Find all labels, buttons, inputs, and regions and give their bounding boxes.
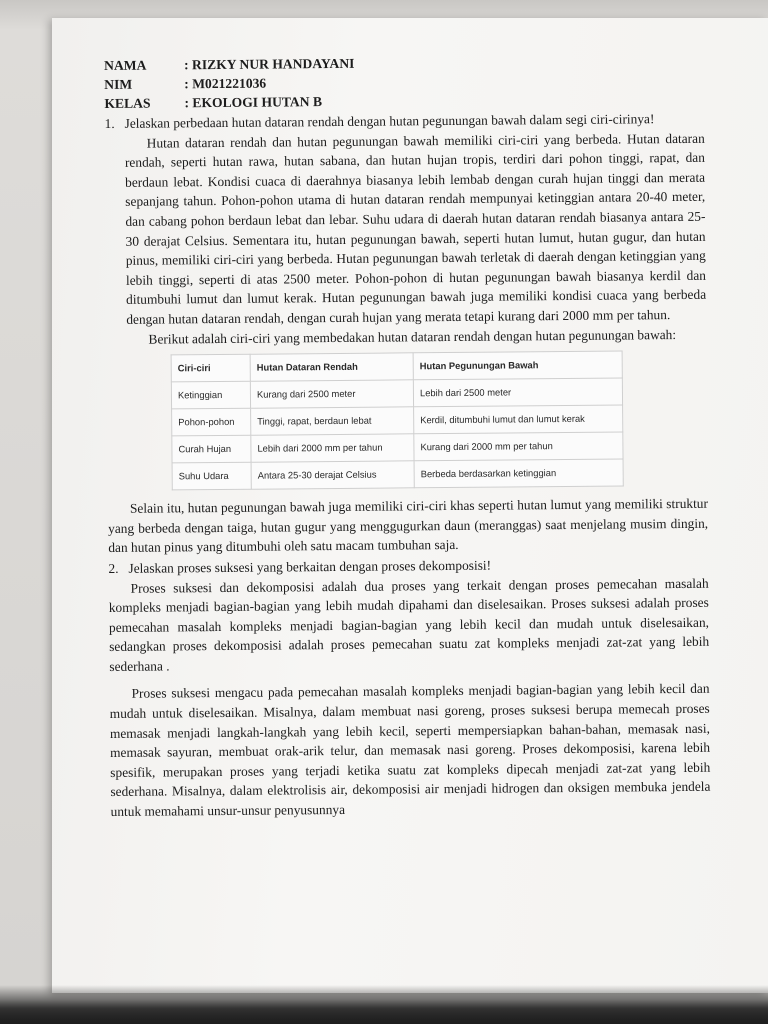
table-cell: Kurang dari 2000 mm per tahun — [414, 432, 623, 461]
header-value: : EKOLOGI HUTAN B — [184, 94, 323, 111]
header-value: : M021221036 — [184, 75, 267, 92]
question-number: 2. — [108, 560, 119, 576]
table-cell: Antara 25-30 derajat Celsius — [251, 461, 414, 489]
answer-2-paragraph-2: Proses suksesi mengacu pada pemecahan masalah kompleks menjadi bagian-bagian yang lebih kecil dan mudah untuk diselesaikan. Misalnya, dalam membuat nasi goreng, proses suksesi berupa memecah proses memasak menjadi langkah-langkah yang lebih kecil, seperti mempersiapkan bahan-bahan, memasak nasi, memasak sayuran, membuat orak-arik telur, dan memasak nasi goreng. Proses dekomposisi, karena lebih spesifik, merupakan proses yang terjadi ketika suatu zat kompleks dipecah menjadi zat-zat yang lebih sederhana. Misalnya, dalam elektrolisis air, dekomposisi air menjadi hidrogen dan oksigen membuka jendela untuk memahami unsur-unsur penyusunnya — [109, 681, 711, 820]
table-cell: Suhu Udara — [172, 462, 251, 490]
table-cell: Lebih dari 2500 meter — [413, 378, 622, 407]
answer-2-paragraph-1: Proses suksesi dan dekomposisi adalah dua proses yang terkait dengan proses pemecahan masalah kompleks menjadi bagian-bagian yang lebih mudah dipahami dan diselesaikan. Proses suksesi adalah proses pemecahan masalah kompleks menjadi bagian-bagian yang lebih kecil dan mudah untuk diselesaikan, sedangkan proses dekomposisi adalah proses pemecahan suatu zat kompleks menjadi zat-zat yang lebih sederhana . — [108, 575, 710, 674]
question-text: Jelaskan proses suksesi yang berkaitan dengan proses dekomposisi! — [128, 557, 492, 576]
table-header-cell: Ciri-ciri — [171, 354, 250, 382]
comparison-table — [171, 351, 624, 491]
answer-1-paragraph-3: Selain itu, hutan pegunungan bawah juga memiliki ciri-ciri khas seperti hutan lumut yang memiliki struktur yang berbeda dengan taiga, hutan gugur yang menggugurkan daun (meranggas) saat menjelang musim dingin, dan hutan pinus yang ditumbuhi oleh satu macam tumbuhan saja. — [108, 495, 709, 556]
answer-1-paragraph-2: Berikut adalah ciri-ciri yang membedakan hutan dataran rendah dengan hutan pegunungan bawah: — [148, 326, 677, 347]
table-header-cell: Hutan Pegunungan Bawah — [413, 351, 622, 380]
question-text: Jelaskan perbedaan hutan dataran rendah dengan hutan pegunungan bawah dalam segi ciri-cirinya! — [124, 111, 655, 131]
header-label: NAMA — [104, 57, 147, 73]
table-header-cell: Hutan Dataran Rendah — [250, 353, 413, 381]
answer-1-paragraph-1: Hutan dataran rendah dan hutan pegunungan bawah memiliki ciri-ciri yang berbeda. Hutan dataran rendah, seperti hutan rawa, hutan sabana, dan hutan hujan tropis, terdiri dari pohon tinggi, rapat, dan berdaun lebat. Kondisi cuaca di daerahnya biasanya lebih lembab dengan curah hujan tinggi dan merata sepanjang tahun. Pohon-pohon utama di hutan dataran rendah mempunyai ketinggian antara 20-40 meter, dan cabang pohon berdaun lebat dan lebar. Suhu udara di daerah hutan dataran rendah biasanya antara 25-30 derajat Celsius. Sementara itu, hutan pegunungan bawah, seperti hutan lumut, hutan gugur, dan hutan pinus, memiliki ciri-ciri yang berbeda. Hutan pegunungan bawah terletak di daerah dengan ketinggian yang lebih tinggi, seperti di atas 2500 meter. Pohon-pohon di hutan pegunungan bawah biasanya kerdil dan ditumbuhi lumut dan lumut kerak. Hutan pegunungan bawah juga memiliki kondisi cuaca yang berbeda dengan hutan dataran rendah, dengan curah hujan yang merata tetapi kurang dari 2000 mm per tahun. — [124, 130, 707, 327]
table-cell: Tinggi, rapat, berdaun lebat — [251, 407, 414, 435]
header-label: NIM — [104, 76, 133, 92]
table-row — [172, 405, 623, 436]
header-value: : RIZKY NUR HANDAYANI — [184, 55, 355, 73]
table-cell: Curah Hujan — [172, 435, 251, 463]
bottom-shadow — [0, 985, 768, 1024]
table-cell: Pohon-pohon — [172, 408, 251, 436]
student-header — [104, 51, 704, 113]
table-cell: Kurang dari 2500 meter — [250, 380, 413, 408]
header-label: KELAS — [104, 95, 151, 111]
table-header-row — [171, 351, 622, 382]
table-row — [171, 378, 622, 409]
table-cell: Berbeda berdasarkan ketinggian — [414, 459, 623, 488]
table-cell: Lebih dari 2000 mm per tahun — [251, 434, 414, 462]
comparison-table-wrapper — [171, 350, 708, 491]
table-cell: Kerdil, ditumbuhi lumut dan lumut kerak — [414, 405, 623, 434]
table-row — [172, 459, 623, 490]
question-number: 1. — [104, 115, 115, 131]
table-cell: Ketinggian — [171, 381, 250, 409]
table-row — [172, 432, 623, 463]
document-content — [104, 51, 711, 822]
